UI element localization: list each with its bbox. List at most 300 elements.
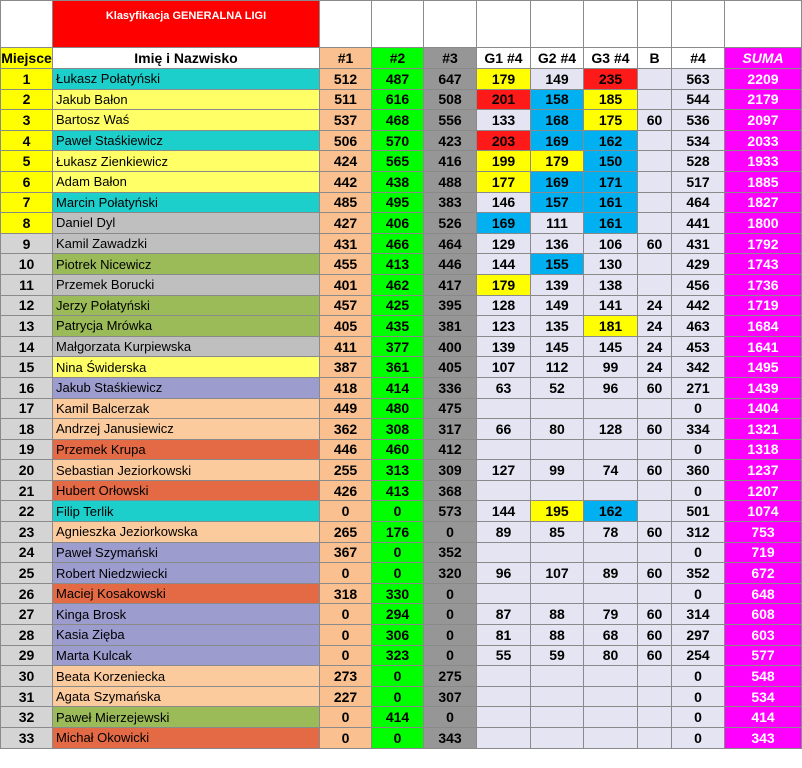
table-row <box>1 625 802 646</box>
round-2-cell: 413 <box>372 480 424 501</box>
round-2-cell: 438 <box>372 171 424 192</box>
g3-round-4-cell <box>584 480 638 501</box>
g1-round-4-cell: 55 <box>477 645 531 666</box>
sum-cell: 414 <box>725 707 802 728</box>
round-2-cell: 0 <box>372 728 424 749</box>
player-name-cell: Jerzy Połatyński <box>53 295 320 316</box>
table-row <box>1 398 802 419</box>
place-cell: 11 <box>1 274 53 295</box>
bonus-cell <box>638 480 672 501</box>
player-name-cell: Andrzej Janusiewicz <box>53 419 320 440</box>
g3-round-4-cell <box>584 439 638 460</box>
sum-cell: 1792 <box>725 233 802 254</box>
sum-cell: 1207 <box>725 480 802 501</box>
round-1-cell: 427 <box>320 213 372 234</box>
table-row <box>1 316 802 337</box>
round-3-cell: 573 <box>424 501 477 522</box>
g2-round-4-cell: 195 <box>531 501 584 522</box>
round-3-cell: 0 <box>424 645 477 666</box>
place-cell: 17 <box>1 398 53 419</box>
g2-round-4-cell: 135 <box>531 316 584 337</box>
place-cell: 13 <box>1 316 53 337</box>
g1-round-4-cell: 81 <box>477 625 531 646</box>
g3-round-4-cell: 130 <box>584 254 638 275</box>
g3-round-4-cell: 162 <box>584 501 638 522</box>
place-cell: 27 <box>1 604 53 625</box>
place-cell: 10 <box>1 254 53 275</box>
sum-cell: 672 <box>725 563 802 584</box>
round-3-cell: 0 <box>424 625 477 646</box>
round-3-cell: 352 <box>424 542 477 563</box>
g1-round-4-cell <box>477 480 531 501</box>
table-row <box>1 377 802 398</box>
round-1-cell: 0 <box>320 501 372 522</box>
sum-cell: 2209 <box>725 69 802 90</box>
page-title: Klasyfikacja GENERALNA LIGI <box>53 1 320 48</box>
player-name-cell: Przemek Borucki <box>53 274 320 295</box>
g3-round-4-cell <box>584 686 638 707</box>
place-cell: 19 <box>1 439 53 460</box>
sum-cell: 753 <box>725 522 802 543</box>
bonus-cell: 60 <box>638 625 672 646</box>
round-3-cell: 0 <box>424 707 477 728</box>
round-1-cell: 424 <box>320 151 372 172</box>
top-blank-cell <box>584 1 638 48</box>
sum-cell: 608 <box>725 604 802 625</box>
g3-round-4-cell: 138 <box>584 274 638 295</box>
round-3-cell: 416 <box>424 151 477 172</box>
player-name-cell: Marta Kulcak <box>53 645 320 666</box>
table-row <box>1 583 802 604</box>
round-1-cell: 401 <box>320 274 372 295</box>
bonus-cell: 60 <box>638 522 672 543</box>
g2-round-4-cell: 88 <box>531 625 584 646</box>
round-4-cell: 352 <box>672 563 725 584</box>
player-name-cell: Bartosz Waś <box>53 110 320 131</box>
g1-round-4-cell: 177 <box>477 171 531 192</box>
g2-round-4-cell: 157 <box>531 192 584 213</box>
round-2-cell: 480 <box>372 398 424 419</box>
sum-cell: 1321 <box>725 419 802 440</box>
header-g1-round-4: G1 #4 <box>477 48 531 69</box>
g1-round-4-cell: 144 <box>477 501 531 522</box>
place-cell: 12 <box>1 295 53 316</box>
round-3-cell: 395 <box>424 295 477 316</box>
round-3-cell: 275 <box>424 666 477 687</box>
bonus-cell: 60 <box>638 110 672 131</box>
round-4-cell: 442 <box>672 295 725 316</box>
place-cell: 26 <box>1 583 53 604</box>
round-2-cell: 0 <box>372 542 424 563</box>
round-3-cell: 526 <box>424 213 477 234</box>
g1-round-4-cell: 169 <box>477 213 531 234</box>
place-cell: 3 <box>1 110 53 131</box>
sum-cell: 1827 <box>725 192 802 213</box>
round-1-cell: 411 <box>320 336 372 357</box>
round-1-cell: 457 <box>320 295 372 316</box>
round-3-cell: 475 <box>424 398 477 419</box>
player-name-cell: Łukasz Połatyński <box>53 69 320 90</box>
round-4-cell: 271 <box>672 377 725 398</box>
g3-round-4-cell: 78 <box>584 522 638 543</box>
table-row <box>1 213 802 234</box>
g1-round-4-cell <box>477 686 531 707</box>
g2-round-4-cell: 145 <box>531 336 584 357</box>
round-2-cell: 313 <box>372 460 424 481</box>
g3-round-4-cell: 150 <box>584 151 638 172</box>
g1-round-4-cell: 146 <box>477 192 531 213</box>
player-name-cell: Daniel Dyl <box>53 213 320 234</box>
bonus-cell <box>638 213 672 234</box>
table-row <box>1 563 802 584</box>
round-2-cell: 377 <box>372 336 424 357</box>
g2-round-4-cell: 168 <box>531 110 584 131</box>
g2-round-4-cell: 149 <box>531 69 584 90</box>
table-row <box>1 110 802 131</box>
g1-round-4-cell: 96 <box>477 563 531 584</box>
round-4-cell: 0 <box>672 439 725 460</box>
place-cell: 20 <box>1 460 53 481</box>
player-name-cell: Jakub Staśkiewicz <box>53 377 320 398</box>
round-1-cell: 0 <box>320 604 372 625</box>
bonus-cell <box>638 69 672 90</box>
player-name-cell: Paweł Mierzejewski <box>53 707 320 728</box>
player-name-cell: Paweł Staśkiewicz <box>53 130 320 151</box>
header-place: Miejsce <box>1 48 53 69</box>
round-3-cell: 400 <box>424 336 477 357</box>
header-sum: SUMA <box>725 48 802 69</box>
g1-round-4-cell: 129 <box>477 233 531 254</box>
header-round-2: #2 <box>372 48 424 69</box>
round-1-cell: 0 <box>320 728 372 749</box>
round-2-cell: 487 <box>372 69 424 90</box>
round-3-cell: 309 <box>424 460 477 481</box>
g3-round-4-cell <box>584 583 638 604</box>
player-name-cell: Adam Bałon <box>53 171 320 192</box>
player-name-cell: Jakub Bałon <box>53 89 320 110</box>
round-1-cell: 405 <box>320 316 372 337</box>
round-3-cell: 317 <box>424 419 477 440</box>
round-2-cell: 0 <box>372 501 424 522</box>
round-1-cell: 446 <box>320 439 372 460</box>
g2-round-4-cell: 59 <box>531 645 584 666</box>
place-cell: 8 <box>1 213 53 234</box>
bonus-cell <box>638 583 672 604</box>
g3-round-4-cell: 175 <box>584 110 638 131</box>
top-blank-cell <box>320 1 372 48</box>
table-row <box>1 728 802 749</box>
header-bonus: B <box>638 48 672 69</box>
bonus-cell: 60 <box>638 419 672 440</box>
sum-cell: 1318 <box>725 439 802 460</box>
round-3-cell: 368 <box>424 480 477 501</box>
sum-cell: 603 <box>725 625 802 646</box>
round-4-cell: 0 <box>672 542 725 563</box>
bonus-cell <box>638 542 672 563</box>
top-blank-cell <box>638 1 672 48</box>
g3-round-4-cell: 162 <box>584 130 638 151</box>
bonus-cell <box>638 274 672 295</box>
g1-round-4-cell: 107 <box>477 357 531 378</box>
table-row <box>1 480 802 501</box>
round-2-cell: 0 <box>372 666 424 687</box>
place-cell: 28 <box>1 625 53 646</box>
bonus-cell: 24 <box>638 357 672 378</box>
sum-cell: 343 <box>725 728 802 749</box>
round-1-cell: 273 <box>320 666 372 687</box>
top-blank-cell <box>1 1 53 48</box>
round-2-cell: 468 <box>372 110 424 131</box>
player-name-cell: Marcin Połatyński <box>53 192 320 213</box>
player-name-cell: Kinga Brosk <box>53 604 320 625</box>
round-1-cell: 318 <box>320 583 372 604</box>
g3-round-4-cell: 89 <box>584 563 638 584</box>
g1-round-4-cell: 201 <box>477 89 531 110</box>
round-4-cell: 314 <box>672 604 725 625</box>
table-row <box>1 233 802 254</box>
table-row <box>1 501 802 522</box>
table-row <box>1 604 802 625</box>
round-2-cell: 294 <box>372 604 424 625</box>
g3-round-4-cell: 80 <box>584 645 638 666</box>
round-4-cell: 0 <box>672 398 725 419</box>
bonus-cell: 60 <box>638 233 672 254</box>
player-name-cell: Piotrek Nicewicz <box>53 254 320 275</box>
round-3-cell: 508 <box>424 89 477 110</box>
g3-round-4-cell: 79 <box>584 604 638 625</box>
round-4-cell: 544 <box>672 89 725 110</box>
g2-round-4-cell: 158 <box>531 89 584 110</box>
round-3-cell: 417 <box>424 274 477 295</box>
round-4-cell: 254 <box>672 645 725 666</box>
round-2-cell: 570 <box>372 130 424 151</box>
round-4-cell: 297 <box>672 625 725 646</box>
round-4-cell: 360 <box>672 460 725 481</box>
sum-cell: 648 <box>725 583 802 604</box>
table-row <box>1 336 802 357</box>
g3-round-4-cell <box>584 728 638 749</box>
round-1-cell: 265 <box>320 522 372 543</box>
round-1-cell: 431 <box>320 233 372 254</box>
g2-round-4-cell <box>531 480 584 501</box>
g2-round-4-cell <box>531 542 584 563</box>
round-4-cell: 0 <box>672 666 725 687</box>
g3-round-4-cell: 171 <box>584 171 638 192</box>
sum-cell: 534 <box>725 686 802 707</box>
round-2-cell: 435 <box>372 316 424 337</box>
table-row <box>1 89 802 110</box>
bonus-cell: 60 <box>638 460 672 481</box>
place-cell: 5 <box>1 151 53 172</box>
round-1-cell: 227 <box>320 686 372 707</box>
sum-cell: 1933 <box>725 151 802 172</box>
player-name-cell: Sebastian Jeziorkowski <box>53 460 320 481</box>
g2-round-4-cell: 139 <box>531 274 584 295</box>
g3-round-4-cell: 235 <box>584 69 638 90</box>
g1-round-4-cell: 63 <box>477 377 531 398</box>
round-1-cell: 455 <box>320 254 372 275</box>
round-1-cell: 449 <box>320 398 372 419</box>
top-blank-cell <box>725 1 802 48</box>
bonus-cell <box>638 254 672 275</box>
top-blank-cell <box>531 1 584 48</box>
g3-round-4-cell <box>584 542 638 563</box>
sum-cell: 1074 <box>725 501 802 522</box>
round-4-cell: 0 <box>672 707 725 728</box>
place-cell: 4 <box>1 130 53 151</box>
sum-cell: 1641 <box>725 336 802 357</box>
g1-round-4-cell: 89 <box>477 522 531 543</box>
round-4-cell: 534 <box>672 130 725 151</box>
round-4-cell: 456 <box>672 274 725 295</box>
round-2-cell: 460 <box>372 439 424 460</box>
g2-round-4-cell <box>531 583 584 604</box>
g1-round-4-cell <box>477 728 531 749</box>
g1-round-4-cell: 66 <box>477 419 531 440</box>
g2-round-4-cell: 112 <box>531 357 584 378</box>
round-1-cell: 426 <box>320 480 372 501</box>
round-2-cell: 466 <box>372 233 424 254</box>
place-cell: 18 <box>1 419 53 440</box>
round-4-cell: 501 <box>672 501 725 522</box>
bonus-cell: 24 <box>638 295 672 316</box>
round-2-cell: 462 <box>372 274 424 295</box>
g3-round-4-cell <box>584 666 638 687</box>
g2-round-4-cell: 80 <box>531 419 584 440</box>
player-name-cell: Filip Terlik <box>53 501 320 522</box>
bonus-cell: 24 <box>638 316 672 337</box>
round-2-cell: 176 <box>372 522 424 543</box>
g3-round-4-cell: 161 <box>584 213 638 234</box>
sum-cell: 548 <box>725 666 802 687</box>
round-2-cell: 0 <box>372 686 424 707</box>
g3-round-4-cell: 181 <box>584 316 638 337</box>
round-4-cell: 441 <box>672 213 725 234</box>
place-cell: 15 <box>1 357 53 378</box>
table-row <box>1 645 802 666</box>
sum-cell: 1495 <box>725 357 802 378</box>
bonus-cell: 60 <box>638 377 672 398</box>
round-1-cell: 387 <box>320 357 372 378</box>
round-1-cell: 511 <box>320 89 372 110</box>
round-3-cell: 423 <box>424 130 477 151</box>
g1-round-4-cell: 128 <box>477 295 531 316</box>
player-name-cell: Paweł Szymański <box>53 542 320 563</box>
player-name-cell: Robert Niedzwiecki <box>53 563 320 584</box>
g2-round-4-cell: 136 <box>531 233 584 254</box>
bonus-cell <box>638 728 672 749</box>
round-2-cell: 414 <box>372 377 424 398</box>
table-row <box>1 522 802 543</box>
player-name-cell: Agata Szymańska <box>53 686 320 707</box>
g3-round-4-cell: 185 <box>584 89 638 110</box>
bonus-cell <box>638 130 672 151</box>
round-2-cell: 306 <box>372 625 424 646</box>
g2-round-4-cell: 169 <box>531 130 584 151</box>
table-row <box>1 171 802 192</box>
g1-round-4-cell <box>477 666 531 687</box>
round-4-cell: 429 <box>672 254 725 275</box>
g1-round-4-cell <box>477 583 531 604</box>
round-3-cell: 307 <box>424 686 477 707</box>
round-3-cell: 0 <box>424 522 477 543</box>
g2-round-4-cell: 52 <box>531 377 584 398</box>
round-2-cell: 414 <box>372 707 424 728</box>
bonus-cell <box>638 666 672 687</box>
table-row <box>1 439 802 460</box>
round-3-cell: 647 <box>424 69 477 90</box>
sum-cell: 1684 <box>725 316 802 337</box>
table-row <box>1 707 802 728</box>
round-1-cell: 362 <box>320 419 372 440</box>
sum-cell: 1237 <box>725 460 802 481</box>
round-1-cell: 0 <box>320 625 372 646</box>
place-cell: 23 <box>1 522 53 543</box>
sum-cell: 1719 <box>725 295 802 316</box>
round-3-cell: 464 <box>424 233 477 254</box>
place-cell: 21 <box>1 480 53 501</box>
round-4-cell: 453 <box>672 336 725 357</box>
g1-round-4-cell: 133 <box>477 110 531 131</box>
place-cell: 9 <box>1 233 53 254</box>
g2-round-4-cell: 179 <box>531 151 584 172</box>
sum-cell: 2179 <box>725 89 802 110</box>
place-cell: 33 <box>1 728 53 749</box>
round-4-cell: 0 <box>672 583 725 604</box>
g1-round-4-cell: 199 <box>477 151 531 172</box>
g3-round-4-cell: 145 <box>584 336 638 357</box>
round-2-cell: 323 <box>372 645 424 666</box>
bonus-cell: 60 <box>638 645 672 666</box>
top-blank-cell <box>477 1 531 48</box>
sum-cell: 1439 <box>725 377 802 398</box>
g3-round-4-cell: 99 <box>584 357 638 378</box>
round-3-cell: 336 <box>424 377 477 398</box>
round-4-cell: 431 <box>672 233 725 254</box>
bonus-cell <box>638 89 672 110</box>
player-name-cell: Łukasz Zienkiewicz <box>53 151 320 172</box>
table-row <box>1 686 802 707</box>
g1-round-4-cell: 87 <box>477 604 531 625</box>
round-2-cell: 406 <box>372 213 424 234</box>
sum-cell: 1736 <box>725 274 802 295</box>
g2-round-4-cell <box>531 686 584 707</box>
player-name-cell: Przemek Krupa <box>53 439 320 460</box>
g3-round-4-cell: 74 <box>584 460 638 481</box>
round-4-cell: 536 <box>672 110 725 131</box>
g2-round-4-cell: 107 <box>531 563 584 584</box>
g2-round-4-cell: 99 <box>531 460 584 481</box>
round-3-cell: 412 <box>424 439 477 460</box>
round-2-cell: 0 <box>372 563 424 584</box>
player-name-cell: Michał Okowicki <box>53 728 320 749</box>
round-3-cell: 383 <box>424 192 477 213</box>
player-name-cell: Kasia Zięba <box>53 625 320 646</box>
sum-cell: 1885 <box>725 171 802 192</box>
round-4-cell: 528 <box>672 151 725 172</box>
round-4-cell: 0 <box>672 686 725 707</box>
round-1-cell: 512 <box>320 69 372 90</box>
g2-round-4-cell <box>531 398 584 419</box>
g2-round-4-cell: 169 <box>531 171 584 192</box>
g3-round-4-cell: 161 <box>584 192 638 213</box>
g1-round-4-cell: 144 <box>477 254 531 275</box>
bonus-cell <box>638 151 672 172</box>
header-round-4: #4 <box>672 48 725 69</box>
header-round-1: #1 <box>320 48 372 69</box>
place-cell: 32 <box>1 707 53 728</box>
player-name-cell: Nina Świderska <box>53 357 320 378</box>
